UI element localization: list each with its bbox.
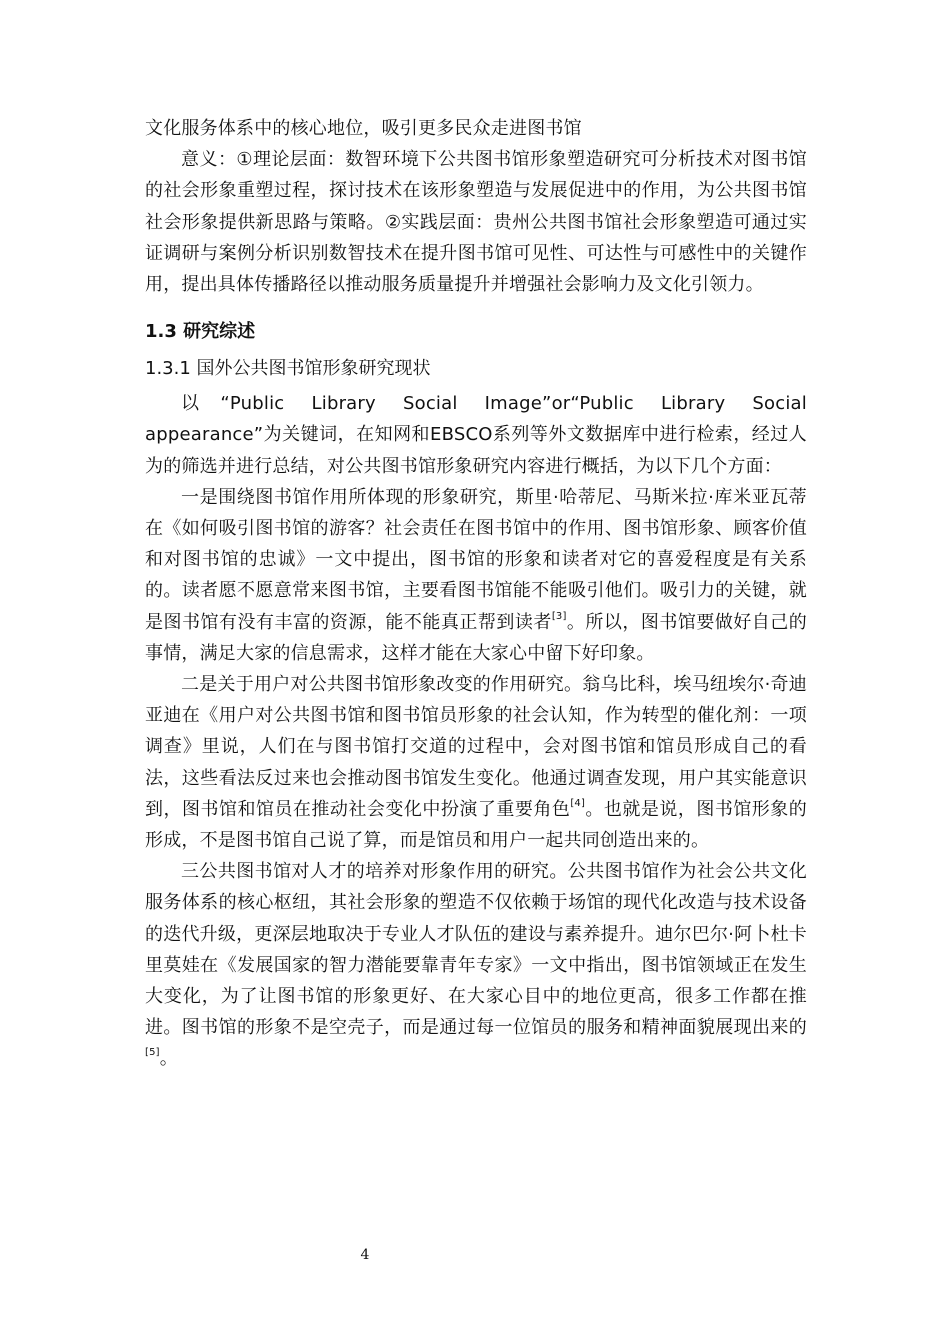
subsection-heading: 1.3.1 国外公共图书馆形象研究现状 <box>145 358 431 380</box>
citation-ref: [3] <box>551 610 567 622</box>
paragraph-search-method: 以“Public Library Social Image”or“Public Library Social appearance”为关键词，在知网和EBSCO系列等外文数据库中进行检索，经过人为的筛选并进行总结，对公共图书馆形象研究内容进行概括，为以下几个方面： <box>145 393 807 477</box>
paragraph-significance: 意义：①理论层面：数智环境下公共图书馆形象塑造研究可分析技术对图书馆的社会形象重塑过程，探讨技术在该形象塑造与发展促进中的作用，为公共图书馆社会形象提供新思路与策略。②实践层面：贵州公共图书馆社会形象塑造可通过实证调研与案例分析识别数智技术在提升图书馆可见性、可达性与可感性中的关键作用，提出具体传播路径以推动服务质量提升并增强社会影响力及文化引领力。 <box>145 149 807 296</box>
paragraph-text: 二是关于用户对公共图书馆形象改变的作用研究。翁乌比科，埃马纽埃尔·奇迪亚迪在《用户对公共图书馆和图书馆员形象的社会认知，作为转型的催化剂：一项调查》里说，人们在与图书馆打交道的过程中，会对图书馆和馆员形成自己的看法，这些看法反过来也会推动图书馆发生变化。他通过调查发现，用户其实能意识到，图书馆和馆员在推动社会变化中扮演了重要角色 <box>145 674 807 820</box>
page-number: 4 <box>360 1247 370 1263</box>
citation-ref: [5] <box>145 1047 160 1059</box>
paragraph-text: 。也就是说，图书馆形象的形成，不是图书馆自己说了算，而是馆员和用户一起共同创造出来的。 <box>145 798 807 852</box>
paragraph-talent-role <box>145 856 807 1074</box>
paragraph-text: 。所以，图书馆要做好自己的事情，满足大家的信息需求，这样才能在大家心中留下好印象。 <box>145 611 807 664</box>
paragraph-text: 。 <box>159 1048 178 1070</box>
section-heading: 1.3 研究综述 <box>145 321 256 343</box>
paragraph-library-role <box>145 482 807 669</box>
paragraph-user-role <box>145 669 807 856</box>
paragraph-text: 三公共图书馆对人才的培养对形象作用的研究。公共图书馆作为社会公共文化服务体系的核心枢纽，其社会形象的塑造不仅依赖于场馆的现代化改造与技术设备的迭代升级，更深层地取决于专业人才队伍的建设与素养提升。迪尔巴尔·阿卜杜卡里莫娃在《发展国家的智力潜能要靠青年专家》一文中指出，图书馆领域正在发生大变化，为了让图书馆的形象更好、在大家心目中的地位更高，很多工作都在推进。图书馆的形象不是空壳子，而是通过每一位馆员的服务和精神面貌展现出来的 <box>145 861 807 1039</box>
document-body <box>145 113 807 1075</box>
citation-ref: [4] <box>570 797 586 809</box>
paragraph-text: 一是围绕图书馆作用所体现的形象研究，斯里·哈蒂尼、马斯米拉·库米亚瓦蒂在《如何吸引图书馆的游客？社会责任在图书馆中的作用、图书馆形象、顾客价值和对图书馆的忠诚》一文中提出，图书馆的形象和读者对它的喜爱程度是有关系的。读者愿不愿意常来图书馆，主要看图书馆能不能吸引他们。吸引力的关键，就是图书馆有没有丰富的资源，能不能真正帮到读者 <box>145 486 807 633</box>
paragraph-intro-tail: 文化服务体系中的核心地位，吸引更多民众走进图书馆 <box>145 118 582 139</box>
